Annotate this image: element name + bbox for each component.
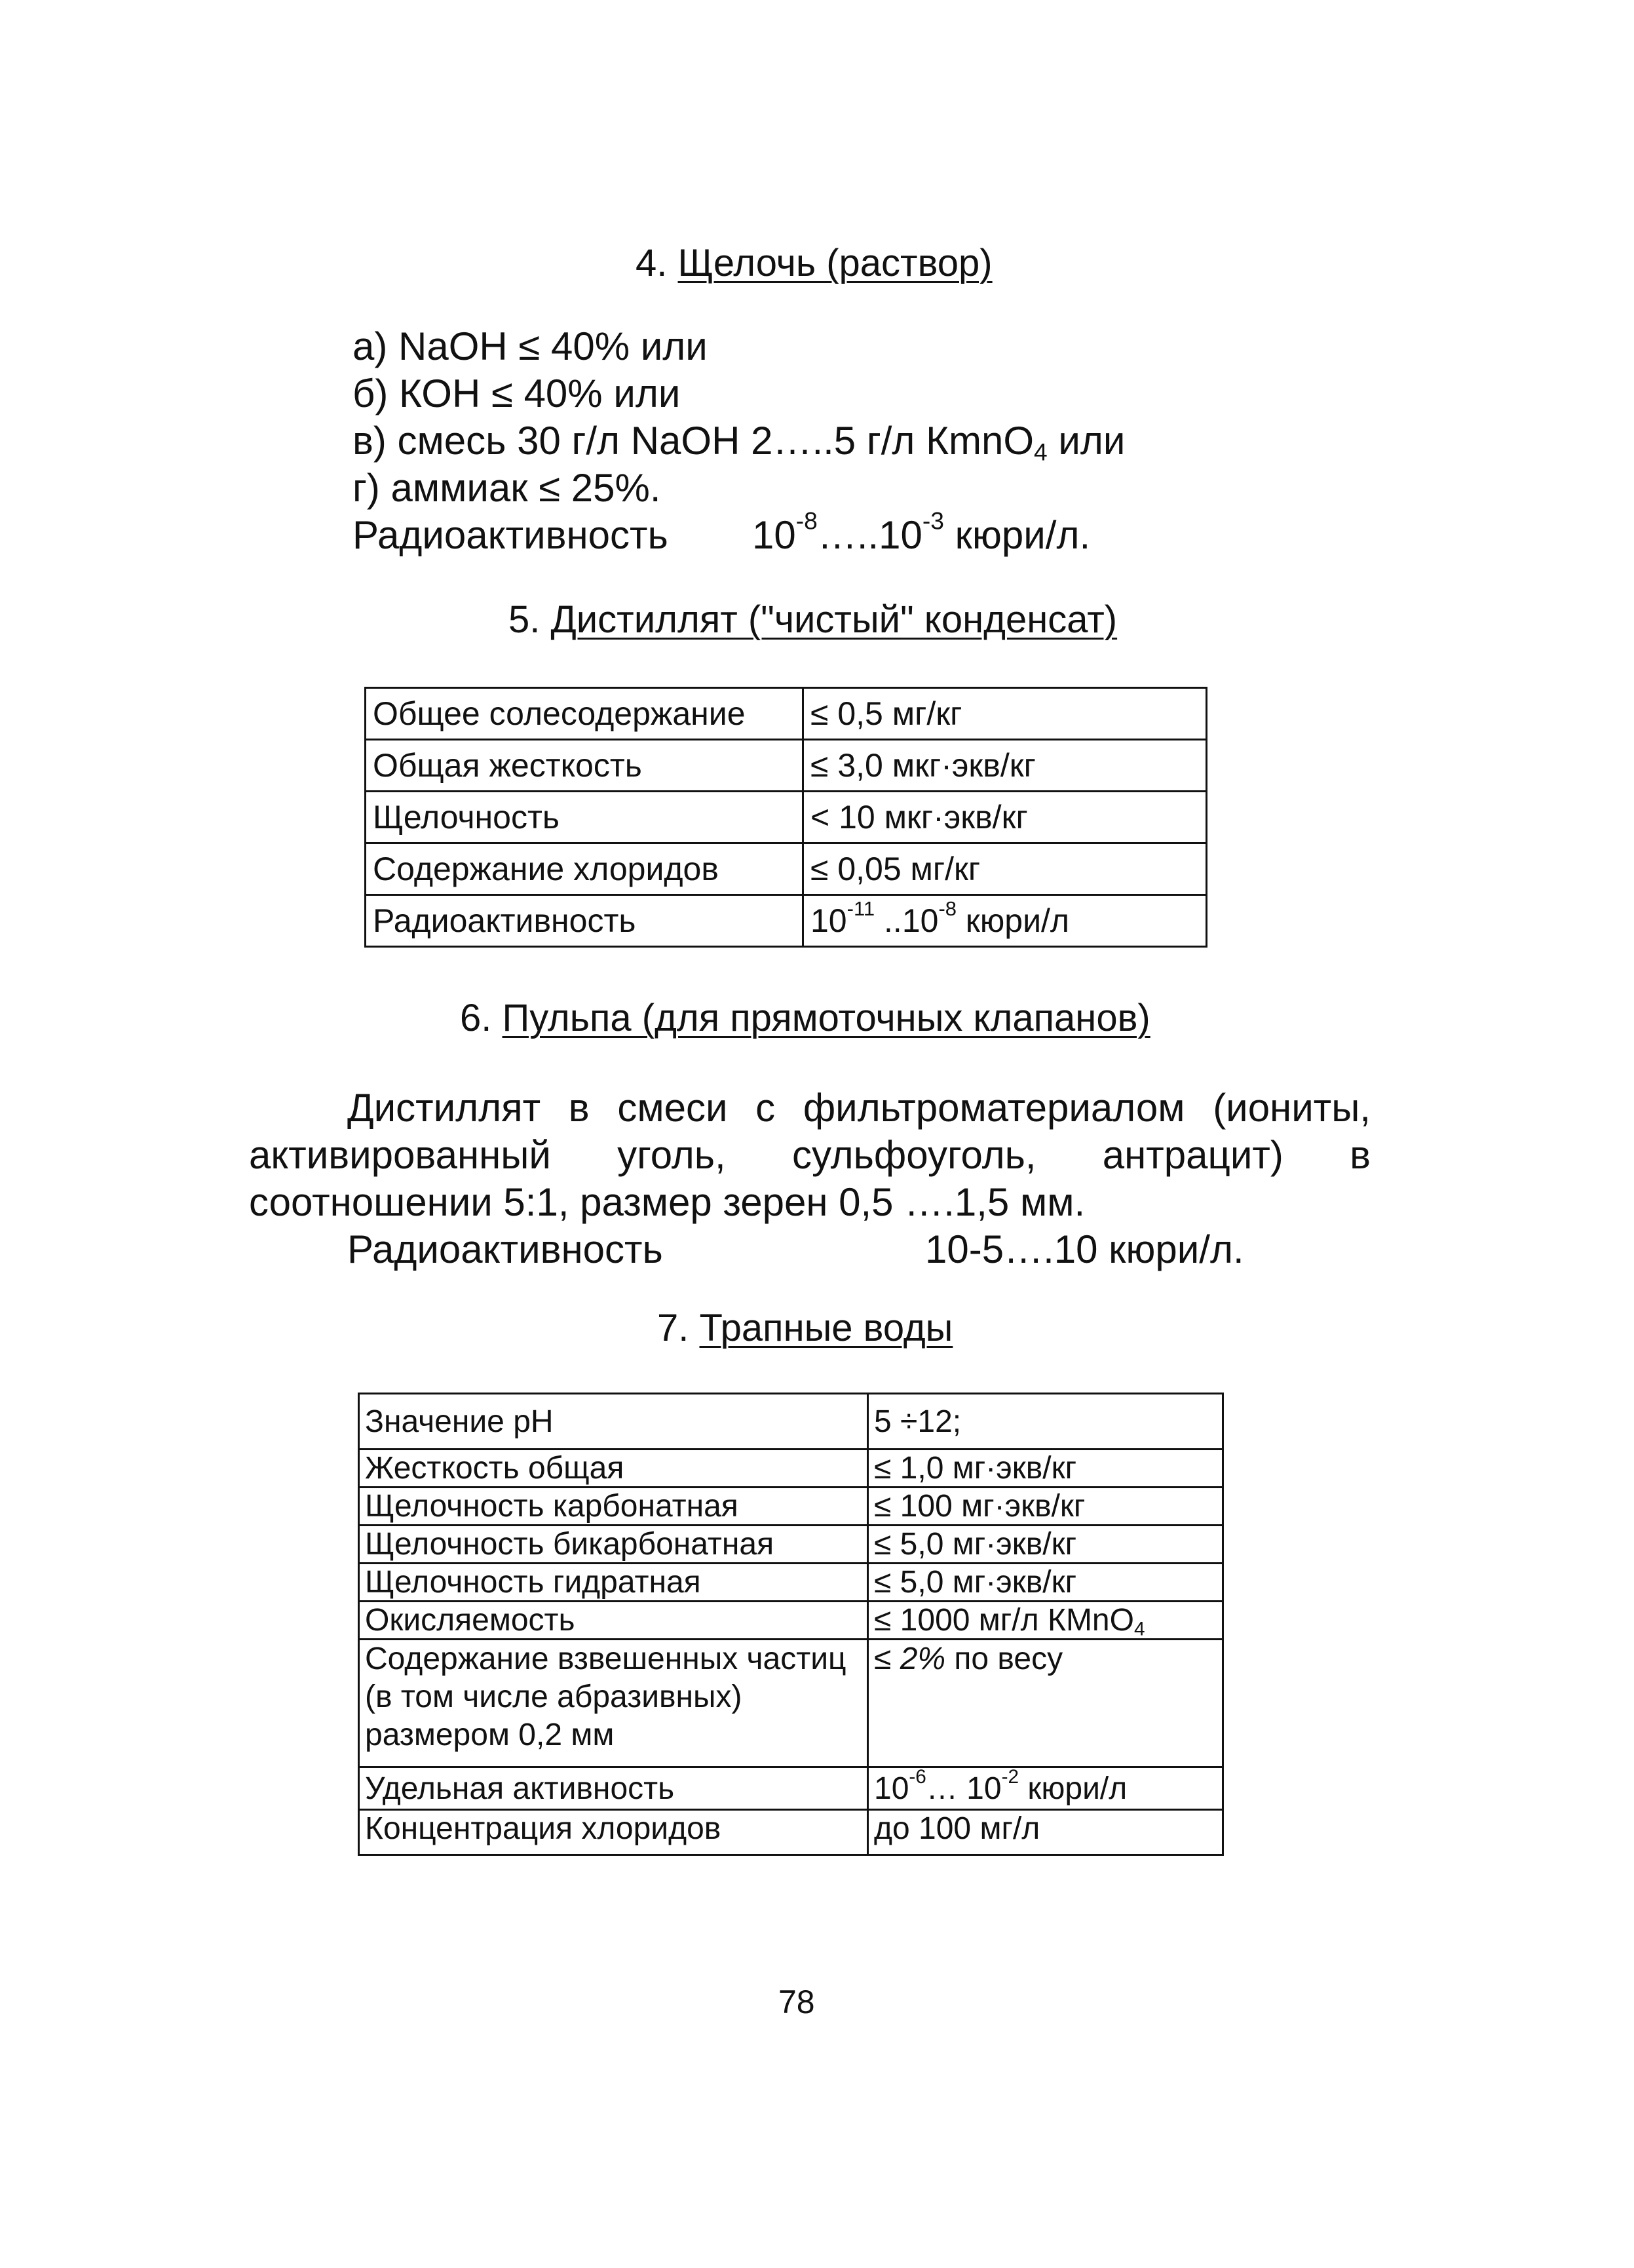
param-cell: Содержание взвешенных частиц (в том числе абразивных) размером 0,2 мм (359, 1640, 868, 1767)
section-4-heading: 4. Щелочь (раствор) (636, 242, 993, 284)
section-6-line-1: Дистиллят в смеси с фильтроматериалом (иониты, (347, 1086, 1371, 1130)
table-row (359, 1564, 1223, 1602)
distillate-table (364, 687, 1207, 948)
value-cell: ≤ 100 мг·экв/кг (868, 1488, 1223, 1526)
table-row (359, 1526, 1223, 1564)
table-row (359, 1640, 1223, 1767)
param-cell: Удельная активность (359, 1767, 868, 1810)
param-cell: Щелочность карбонатная (359, 1488, 868, 1526)
table-row (366, 740, 1207, 792)
value-cell: ≤ 5,0 мг·экв/кг (868, 1564, 1223, 1602)
section-6-line-2: активированный уголь, сульфоуголь, антрацит) в (249, 1133, 1371, 1177)
param-cell: Общее солесодержание (366, 688, 803, 740)
page-number: 78 (778, 1984, 815, 2020)
section-4-item-c: в) смесь 30 г/л NaOH 2…..5 г/л КmnO$_4$ или (352, 419, 1126, 466)
value-cell: до 100 мг/л (868, 1810, 1223, 1855)
value-cell: $10^{-11}$ $..10^{-8}$ кюри/л (803, 895, 1207, 947)
value-cell: ≤ 3,0 мкг·экв/кг (803, 740, 1207, 792)
param-cell: Значение рН (359, 1394, 868, 1450)
value-cell: ≤ 1,0 мг·экв/кг (868, 1450, 1223, 1488)
value-cell: ≤ 0,05 мг/кг (803, 843, 1207, 895)
table-row (359, 1394, 1223, 1450)
section-6-radioactivity-label: Радиоактивность (347, 1227, 663, 1271)
table-row (359, 1450, 1223, 1488)
section-6-radioactivity-value: 10-5….10 кюри/л. (925, 1227, 1244, 1271)
value-cell: ≤ 2% по весу (868, 1640, 1223, 1767)
table-row (359, 1602, 1223, 1640)
section-4-item-b: б) КОН ≤ 40% или (352, 372, 681, 415)
section-7-heading: 7. Трапные воды (657, 1307, 953, 1349)
section-4-item-d: г) аммиак ≤ 25%. (352, 466, 661, 510)
param-cell: Содержание хлоридов (366, 843, 803, 895)
param-cell: Жесткость общая (359, 1450, 868, 1488)
drain-water-table (358, 1393, 1224, 1856)
value-cell: ≤ 5,0 мг·экв/кг (868, 1526, 1223, 1564)
param-cell: Щелочность гидратная (359, 1564, 868, 1602)
param-cell: Концентрация хлоридов (359, 1810, 868, 1855)
param-cell: Окисляемость (359, 1602, 868, 1640)
table-row (359, 1488, 1223, 1526)
section-5-heading-text: Дистиллят ("чистый" конденсат) (550, 598, 1118, 641)
table-row (359, 1767, 1223, 1810)
section-6-heading: 6. Пульпа (для прямоточных клапанов) (460, 997, 1150, 1039)
value-cell: ≤ 1000 мг/л КMnO$_4$ (868, 1602, 1223, 1640)
table-row (366, 792, 1207, 843)
value-cell: ≤ 0,5 мг/кг (803, 688, 1207, 740)
value-cell: < 10 мкг·экв/кг (803, 792, 1207, 843)
section-7-heading-text: Трапные воды (699, 1307, 953, 1349)
value-cell: 5 ÷12; (868, 1394, 1223, 1450)
table-row (359, 1810, 1223, 1855)
section-4-item-a: а) NaOH ≤ 40% или (352, 324, 708, 368)
value-cell: $10^{-6}\dots$ $10^{-2}$ кюри/л (868, 1767, 1223, 1810)
param-cell: Щелочность (366, 792, 803, 843)
param-cell: Щелочность бикарбонатная (359, 1526, 868, 1564)
table-row (366, 688, 1207, 740)
param-cell: Общая жесткость (366, 740, 803, 792)
section-6-heading-text: Пульпа (для прямоточных клапанов) (502, 997, 1150, 1039)
section-4-heading-text: Щелочь (раствор) (677, 242, 993, 284)
table-row (366, 895, 1207, 947)
section-5-heading: 5. Дистиллят ("чистый" конденсат) (508, 598, 1118, 641)
table-row (366, 843, 1207, 895)
param-cell: Радиоактивность (366, 895, 803, 947)
section-6-line-3: соотношении 5:1, размер зерен 0,5 ….1,5 мм. (249, 1180, 1086, 1224)
section-4-radioactivity-value: $10^{-8}\dots..10^{-3}$ кюри/л. (752, 507, 1091, 557)
section-4-radioactivity-label: Радиоактивность (352, 513, 668, 557)
